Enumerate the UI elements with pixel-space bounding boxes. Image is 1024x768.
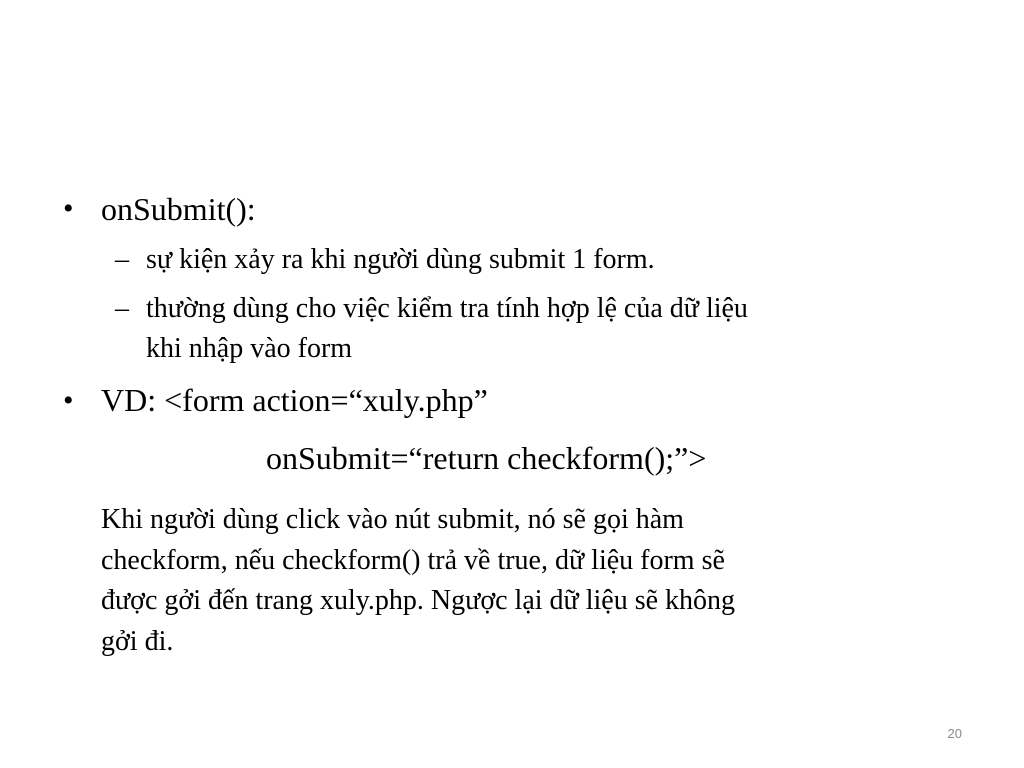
bullet-onsubmit-heading: onSubmit(): — [101, 191, 256, 227]
bullet-marker: • — [63, 192, 74, 225]
example-code-line-1: VD: <form action=“xuly.php” — [101, 382, 488, 418]
bullet-marker: • — [63, 384, 74, 417]
example-code-line-2: onSubmit=“return checkform();”> — [266, 440, 707, 476]
paragraph-line: gởi đi. — [101, 625, 174, 657]
sub-item-validation-line-2: khi nhập vào form — [146, 333, 353, 364]
slide-number: 20 — [947, 726, 962, 741]
explanation-paragraph — [101, 500, 961, 662]
sub-item-event-description: sự kiện xảy ra khi người dùng submit 1 form. — [146, 244, 655, 275]
sub-item-validation-line-1: thường dùng cho việc kiểm tra tính hợp lệ của dữ liệu — [146, 293, 748, 324]
paragraph-line: Khi người dùng click vào nút submit, nó sẽ gọi hàm — [101, 504, 684, 535]
dash-marker: – — [115, 244, 129, 275]
dash-marker: – — [115, 293, 129, 324]
paragraph-line: được gởi đến trang xuly.php. Ngược lại dữ liệu sẽ không — [101, 585, 736, 616]
paragraph-line: checkform, nếu checkform() trả về true, dữ liệu form sẽ — [101, 544, 725, 576]
